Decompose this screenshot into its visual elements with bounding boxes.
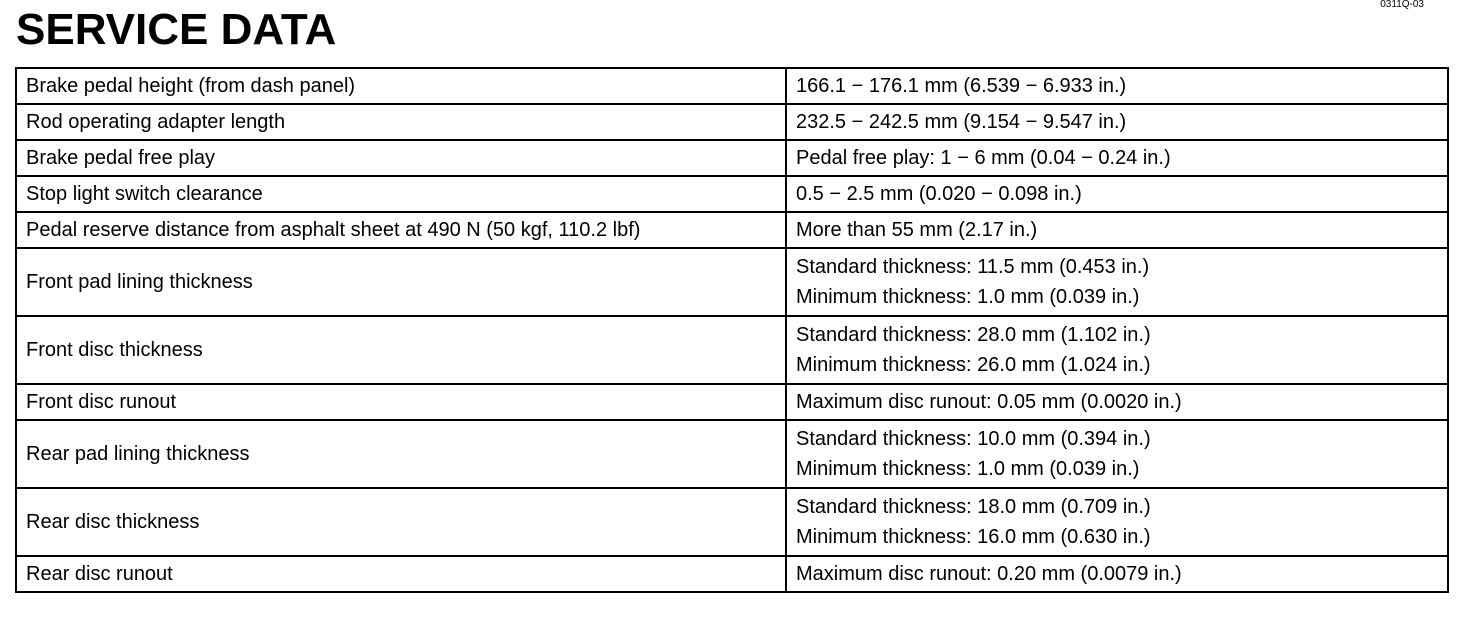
service-data-table xyxy=(15,67,1449,593)
spec-value-line: Minimum thickness: 1.0 mm (0.039 in.) xyxy=(796,458,1140,480)
spec-value-cell xyxy=(786,68,1448,104)
spec-item-cell: Front disc thickness xyxy=(16,316,786,384)
spec-value-cell xyxy=(786,140,1448,176)
table-row xyxy=(16,176,1448,212)
spec-item-cell: Brake pedal height (from dash panel) xyxy=(16,68,786,104)
table-row xyxy=(16,556,1448,592)
spec-item-cell: Rear disc runout xyxy=(16,556,786,592)
table-row xyxy=(16,420,1448,488)
spec-value-cell xyxy=(786,248,1448,316)
spec-value-cell xyxy=(786,212,1448,248)
table-row xyxy=(16,316,1448,384)
table-row xyxy=(16,104,1448,140)
table-row xyxy=(16,140,1448,176)
document-code: 0311Q-03 xyxy=(1380,0,1424,10)
table-row xyxy=(16,488,1448,556)
spec-value-cell xyxy=(786,488,1448,556)
spec-value-cell xyxy=(786,316,1448,384)
spec-value-line: Minimum thickness: 26.0 mm (1.024 in.) xyxy=(796,354,1151,376)
spec-value-line: Maximum disc runout: 0.05 mm (0.0020 in.) xyxy=(796,391,1182,413)
spec-item-cell: Rod operating adapter length xyxy=(16,104,786,140)
spec-value-line: 0.5 − 2.5 mm (0.020 − 0.098 in.) xyxy=(796,183,1082,205)
spec-value-cell xyxy=(786,104,1448,140)
spec-value-line: Pedal free play: 1 − 6 mm (0.04 − 0.24 in.) xyxy=(796,147,1171,169)
spec-value-line: More than 55 mm (2.17 in.) xyxy=(796,219,1038,241)
spec-item-cell: Rear disc thickness xyxy=(16,488,786,556)
spec-item-cell: Stop light switch clearance xyxy=(16,176,786,212)
table-row xyxy=(16,212,1448,248)
spec-value-cell xyxy=(786,384,1448,420)
spec-value-line: Minimum thickness: 16.0 mm (0.630 in.) xyxy=(796,526,1151,548)
spec-value-line: Standard thickness: 18.0 mm (0.709 in.) xyxy=(796,496,1151,518)
spec-value-line: Maximum disc runout: 0.20 mm (0.0079 in.) xyxy=(796,563,1182,585)
spec-value-line: Standard thickness: 11.5 mm (0.453 in.) xyxy=(796,256,1150,278)
spec-item-cell: Brake pedal free play xyxy=(16,140,786,176)
spec-value-line: Standard thickness: 10.0 mm (0.394 in.) xyxy=(796,428,1151,450)
spec-item-cell: Pedal reserve distance from asphalt sheet at 490 N (50 kgf, 110.2 lbf) xyxy=(16,212,786,248)
spec-value-cell xyxy=(786,420,1448,488)
service-data-table-body xyxy=(16,68,1448,592)
spec-value-line: 166.1 − 176.1 mm (6.539 − 6.933 in.) xyxy=(796,75,1127,97)
spec-item-cell: Front pad lining thickness xyxy=(16,248,786,316)
spec-value-line: Standard thickness: 28.0 mm (1.102 in.) xyxy=(796,324,1151,346)
table-row xyxy=(16,68,1448,104)
page-title: SERVICE DATA xyxy=(16,5,337,54)
table-row xyxy=(16,248,1448,316)
spec-value-cell xyxy=(786,556,1448,592)
spec-value-line: 232.5 − 242.5 mm (9.154 − 9.547 in.) xyxy=(796,111,1127,133)
spec-value-line: Minimum thickness: 1.0 mm (0.039 in.) xyxy=(796,286,1140,308)
spec-item-cell: Rear pad lining thickness xyxy=(16,420,786,488)
table-row xyxy=(16,384,1448,420)
spec-value-cell xyxy=(786,176,1448,212)
spec-item-cell: Front disc runout xyxy=(16,384,786,420)
